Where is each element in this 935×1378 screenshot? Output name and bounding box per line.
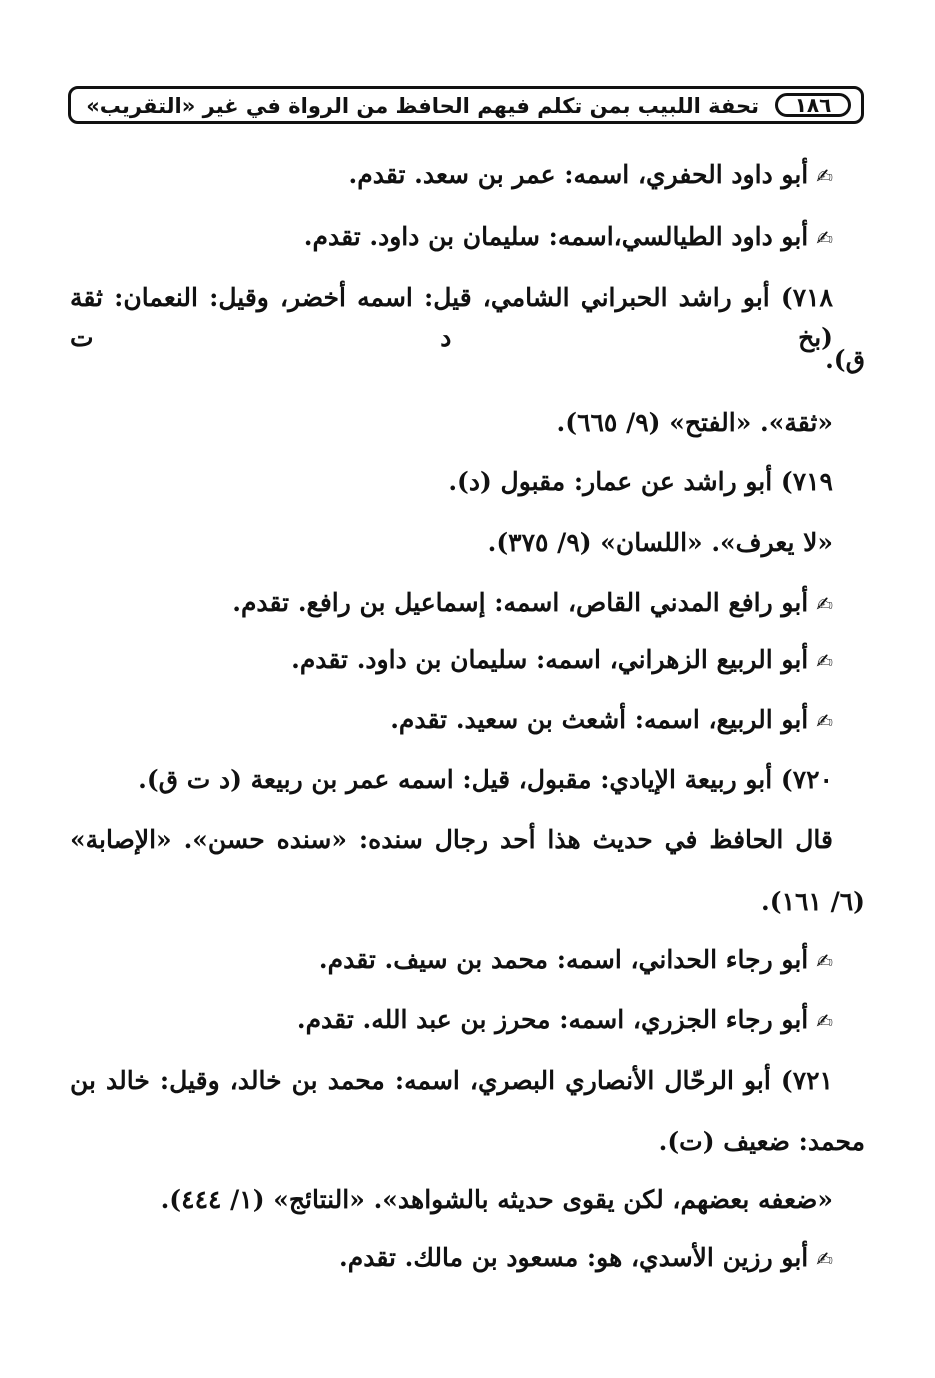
line-text: «ضعفه بعضهم، لكن يقوى حديثه بالشواهد». «النتائج» (١/ ٤٤٤). (160, 1185, 833, 1214)
pen-icon: ✍ (816, 592, 833, 616)
line-text: ٧١٩) أبو راشد عن عمار: مقبول (د). (448, 467, 833, 496)
pen-icon: ✍ (816, 1009, 833, 1033)
line-text: ٧٢١) أبو الرحّال الأنصاري البصري، اسمه: محمد بن خالد، وقيل: خالد بن (70, 1066, 833, 1095)
pen-icon: ✍ (816, 164, 833, 188)
entry-line (825, 340, 865, 380)
entry-line (304, 217, 833, 258)
line-text: ٧١٨) أبو راشد الحبراني الشامي، قيل: اسمه أخضر، وقيل: النعمان: ثقة (بخ د ت (70, 283, 833, 352)
line-text: قال الحافظ في حديث هذا أحد رجال سنده: «سنده حسن». «الإصابة» (70, 825, 833, 854)
entry-line (161, 1180, 833, 1220)
pen-icon: ✍ (816, 1247, 833, 1271)
line-text: أبو داود الحفري، اسمه: عمر بن سعد. تقدم. (348, 160, 809, 189)
entry-line (297, 1000, 833, 1041)
pen-icon: ✍ (816, 649, 833, 673)
entry-line (70, 1061, 833, 1101)
entry-line (319, 940, 833, 981)
pen-icon: ✍ (816, 949, 833, 973)
entry-line (232, 583, 833, 624)
line-text: ق). (825, 345, 865, 374)
line-text: أبو الربيع، اسمه: أشعث بن سعيد. تقدم. (390, 705, 809, 734)
line-text: «ثقة». «الفتح» (٩/ ٦٦٥). (556, 408, 833, 437)
line-text: أبو رزين الأسدي، هو: مسعود بن مالك. تقدم. (339, 1243, 809, 1272)
line-text: أبو رجاء الحداني، اسمه: محمد بن سيف. تقدم. (318, 945, 809, 974)
line-text: أبو رافع المدني القاص، اسمه: إسماعيل بن رافع. تقدم. (232, 588, 809, 617)
entry-line (761, 882, 865, 922)
entry-line (70, 278, 833, 358)
entry-line (488, 523, 833, 563)
entry-line (349, 155, 833, 196)
line-text: أبو الربيع الزهراني، اسمه: سليمان بن داود. تقدم. (291, 645, 809, 674)
entry-line (390, 700, 833, 741)
book-title: تحفة اللبيب بمن تكلم فيهم الحافظ من الرواة في غير «التقريب» (86, 94, 759, 118)
entry-line (448, 462, 833, 502)
entry-line (70, 820, 833, 860)
line-text: ٧٢٠) أبو ربيعة الإيادي: مقبول، قيل: اسمه عمر بن ربيعة (د ت ق). (138, 765, 833, 794)
page-header (68, 86, 864, 124)
entry-line (339, 1238, 833, 1279)
entry-line (138, 760, 833, 800)
line-text: (٦/ ١٦١). (761, 887, 865, 916)
entry-line (291, 640, 833, 681)
line-text: محمد: ضعيف (ت). (658, 1127, 865, 1156)
pen-icon: ✍ (816, 709, 833, 733)
page-number: ١٨٦ (775, 93, 851, 117)
line-text: أبو داود الطيالسي،اسمه: سليمان بن داود. تقدم. (303, 222, 809, 251)
entry-line (557, 403, 833, 443)
line-text: أبو رجاء الجزري، اسمه: محرز بن عبد الله. تقدم. (296, 1005, 809, 1034)
line-text: «لا يعرف». «اللسان» (٩/ ٣٧٥). (487, 528, 833, 557)
pen-icon: ✍ (816, 226, 833, 250)
entry-line (659, 1122, 865, 1162)
